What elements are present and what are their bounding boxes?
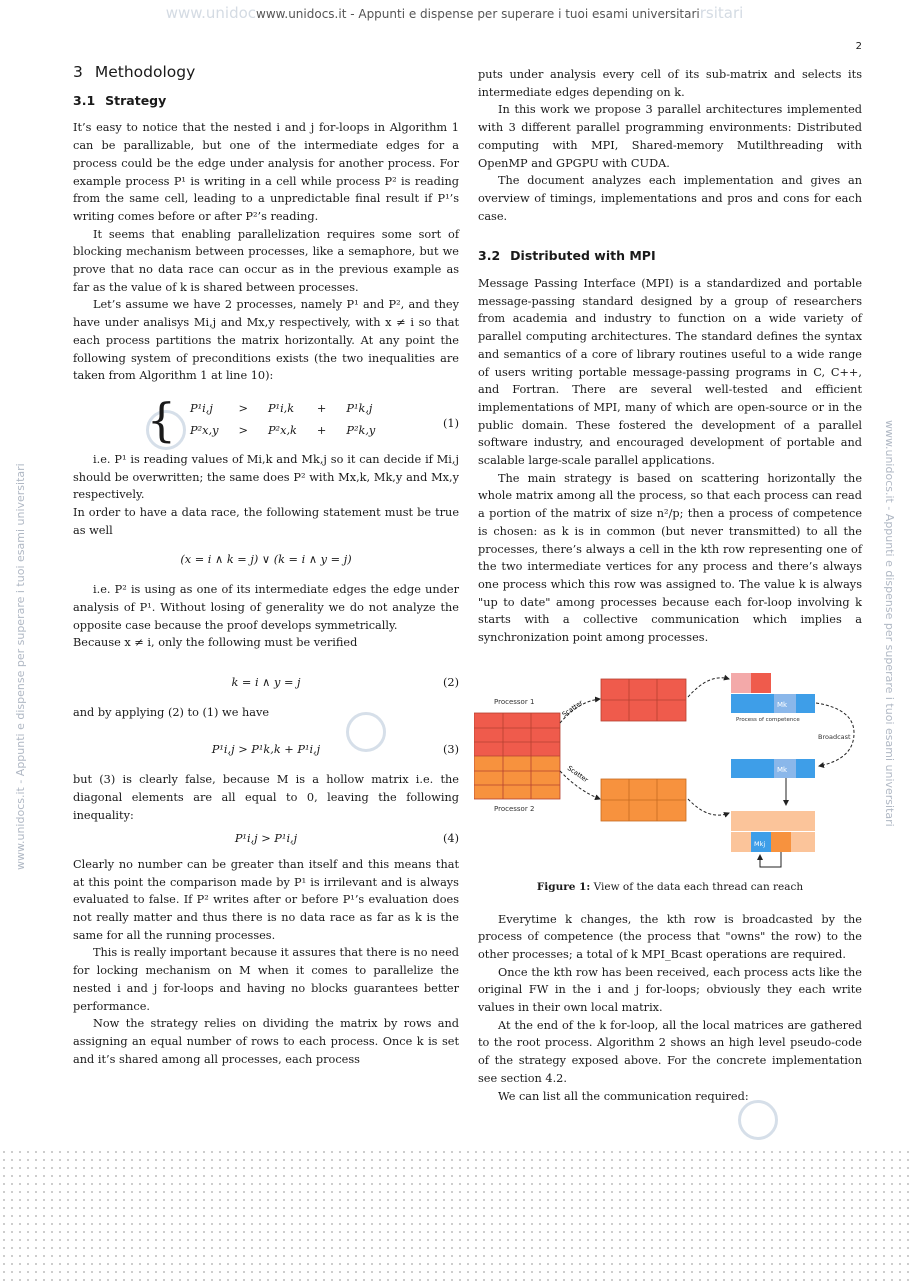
equation-race: (x = i ∧ k = j) ∨ (k = i ∧ y = j) [180, 553, 352, 567]
equation-number: (1) [442, 416, 459, 430]
equation-2: k = i ∧ y = j (2) [231, 675, 459, 689]
dotted-mask [0, 1148, 909, 1286]
paragraph: Everytime k changes, the kth row is broadcasted by the process of competence (the process that "owns" the row) to the other processes; a total of k MPI_Bcast operations are required. [478, 912, 862, 961]
broadcast-label: Broadcast [818, 732, 851, 741]
equation-4: P¹i,j > P¹i,j (4) [234, 832, 459, 846]
paragraph: Because x ≠ i, only the following must be verified [73, 636, 358, 650]
banner-ghost-right: rsitari [699, 4, 744, 22]
paragraph: At the end of the k for-loop, all the local matrices are gathered to the root process. Algorithm 2 shows an high level pseudo-code of the strategy exposed above. For the concrete implementation see section 4.2. [478, 1018, 862, 1085]
figure-diagram [474, 671, 862, 871]
paragraph: It’s easy to notice that the nested i and j for-loops in Algorithm 1 can be parallizable, but one of the intermediate edges for a process could be the edge under analysis for another process. For example process P¹ is writing in a cell while process P² is reading from the same cell, leading to a unpredictable final result if P¹’s writing comes before or after P²’s reading. [73, 121, 459, 223]
paragraph: and by applying (2) to (1) we have [73, 705, 270, 719]
matrix-rows-p1 [474, 713, 560, 756]
mk-label: Mk [777, 700, 788, 709]
right-column [478, 66, 862, 1105]
paragraph: It seems that enabling parallelization requires some sort of blocking mechanism between processes, like a semaphore, but we prove that no data race can occur as in the previous example as far as the value of k is shared between processes. [73, 227, 459, 294]
paragraph: We can list all the communication required: [498, 1089, 749, 1103]
banner-ghost-left: www.unidoc [165, 4, 257, 22]
figure-1 [474, 671, 862, 871]
paragraph: In this work we propose 3 parallel architectures implemented with 3 different parallel programming environments: Distributed computing with MPI, Shared-memory Mutilthreading with OpenMP and GPGPU with CUDA. [478, 103, 862, 170]
page-number: 2 [855, 41, 862, 52]
equation-1 [73, 392, 459, 447]
paragraph: Clearly no number can be greater than itself and this means that at this point the comparison made by P¹ is irrilevant and is always evaluated to false. If P² writes after or before P¹’s evaluation does not really matter and thus there is no data race as far as k is the same for all the running processes. [73, 857, 459, 942]
paragraph: In order to have a data race, the following statement must be true as well [73, 506, 459, 537]
processor-2-label: Processor 2 [494, 804, 535, 813]
subsection-heading-strategy: 3.1 Strategy [73, 92, 167, 108]
side-watermark-right: www.unidocs.it - Appunti e dispense per superare i tuoi esami universitari [883, 420, 896, 827]
mkj-label: Mkj [754, 839, 766, 848]
paragraph: The main strategy is based on scattering horizontally the whole matrix among all the process, so that each process can read a portion of the matrix of size n²/p; then a process of competence is chosen: as k is in common (but never transmitted) to all the processes, there’s always a cell in the kth row representing one of the two intermediate vertices for any process and there’s always one process which this row was assigned to. The value k is always "up to date" among processes because each for-loop involving k starts with a collective communication which implies a synchronization point among processes. [478, 471, 862, 645]
brace-icon: { [146, 392, 176, 447]
paragraph: puts under analysis every cell of its sub-matrix and selects its intermediate edges depending on k. [478, 68, 862, 99]
paragraph: i.e. P² is using as one of its intermediate edges the edge under analysis of P¹. Without losing of generality we do not analyze the opposite case because the proof develops symmetrically. [73, 583, 459, 632]
equation-system: P¹i,j > P¹i,k + P¹k,j P²x,y > P²x,k + P²k,y [189, 402, 376, 437]
paragraph: Let’s assume we have 2 processes, namely P¹ and P², and they have under analisys Mi,j and Mx,y respectively, with x ≠ i so that each process partitions the matrix horizontally. At any point the following system of preconditions exists (the two inequalities are taken from Algorithm 1 at line 10): [73, 298, 459, 383]
banner-text[interactable]: www.unidocs.it - Appunti e dispense per superare i tuoi esami universitari [256, 7, 700, 21]
mk-label: Mk [777, 765, 788, 774]
watermark-logo-icon [738, 1100, 778, 1140]
paragraph: The document analyzes each implementation and gives an overview of timings, implementations and pros and cons for each case. [478, 174, 862, 223]
subsection-heading-mpi: 3.2 Distributed with MPI [478, 248, 656, 264]
paragraph: Now the strategy relies on dividing the matrix by rows and assigning an equal number of rows to each process. Once k is set and it’s shared among all processes, each process [73, 1017, 459, 1066]
scatter-label: Scatter [565, 763, 590, 784]
paragraph: Message Passing Interface (MPI) is a standardized and portable message-passing standard designed by a group of researchers from academia and industry to function on a wide variety of parallel computing architectures. The standard defines the syntax and semantics of a core of library routines useful to a wide range of users writing portable message-passing programs in C, C++, and Fortran. There are several well-tested and efficient implementations of MPI, many of which are open-source or in the public domain. These fostered the development of a parallel software industry, and encouraged development of portable and scalable large-scale parallel applications. [478, 277, 862, 468]
paragraph: Once the kth row has been received, each process acts like the original FW in the i and j for-loops; obviously they each write values in their own local matrix. [478, 965, 862, 1015]
watermark-banner [0, 4, 909, 22]
processor-1-label: Processor 1 [494, 697, 535, 706]
paragraph: but (3) is clearly false, because M is a hollow matrix i.e. the diagonal elements are all equal to 0, leaving the following inequality: [73, 773, 459, 822]
paragraph: This is really important because it assures that there is no need for locking mechanism on M when it comes to parallelize the nested i and j for-loops and having no blocks guarantees better performance. [73, 946, 459, 1013]
scatter-label: Scatter [560, 698, 585, 719]
section-heading: 3 Methodology [73, 63, 196, 81]
side-watermark-left: www.unidocs.it - Appunti e dispense per superare i tuoi esami universitari [14, 463, 27, 870]
process-of-competence-label: Process of competence [736, 716, 800, 723]
left-column [73, 62, 459, 1068]
paragraph: i.e. P¹ is reading values of Mi,k and Mk,j so it can decide if Mi,j should be overwritten; the same does P² with Mx,k, Mk,y and Mx,y respectively. [73, 452, 459, 502]
matrix-rows-p2 [474, 756, 560, 799]
figure-caption: Figure 1: View of the data each thread can reach [536, 880, 804, 893]
equation-3: P¹i,j > P¹k,k + P¹i,j (3) [211, 743, 459, 757]
